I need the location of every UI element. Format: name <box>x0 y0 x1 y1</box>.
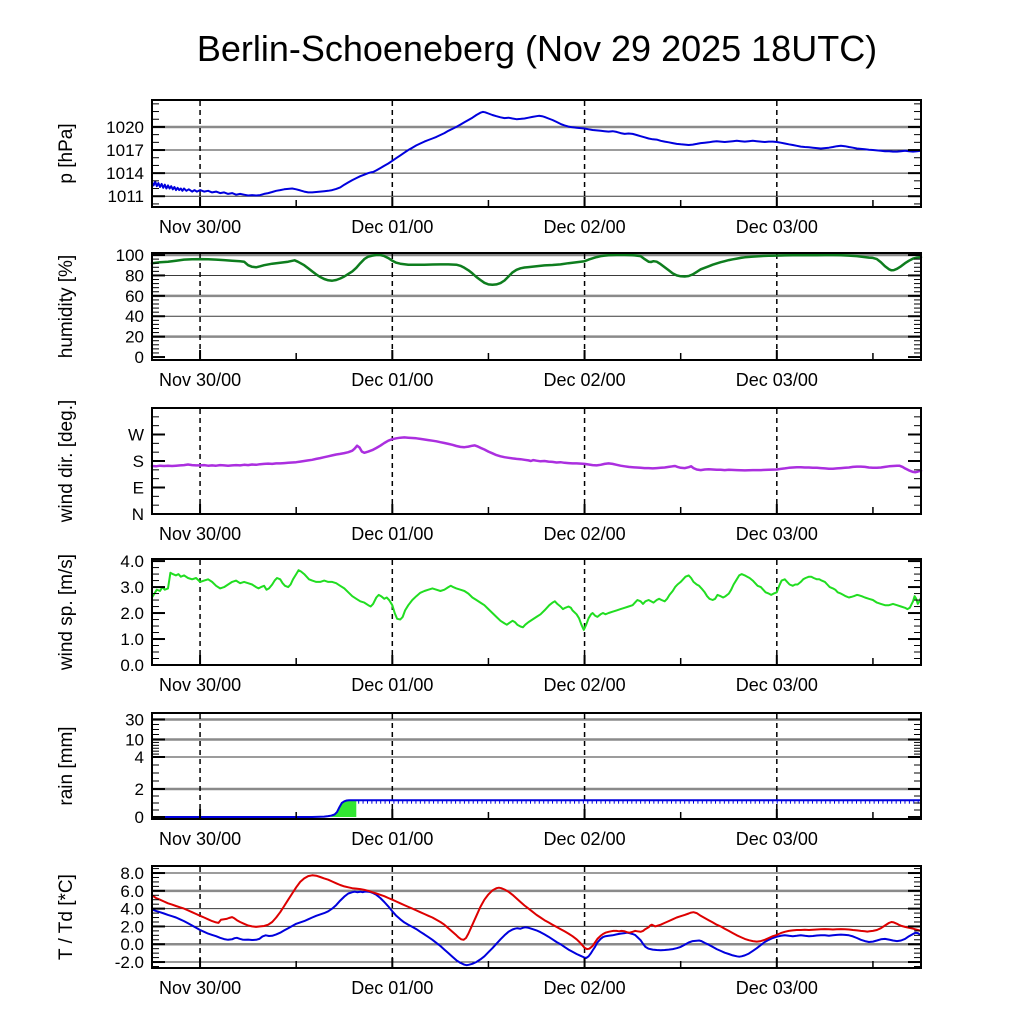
y-tick-label: 2.0 <box>120 604 144 624</box>
y-tick-label: 4.0 <box>120 552 144 572</box>
y-tick-label: 2 <box>134 780 144 800</box>
y-tick-label: 0 <box>134 807 144 827</box>
panel-frame <box>152 253 921 360</box>
y-axis-title: p [hPa] <box>56 123 77 184</box>
rain-series <box>152 800 921 817</box>
x-tick-label: Dec 01/00 <box>351 217 434 237</box>
x-tick-label: Dec 03/00 <box>735 217 818 237</box>
panel-frame <box>152 559 921 665</box>
panel-wind-direction <box>56 400 921 544</box>
panel-temperature <box>56 864 921 998</box>
x-tick-label: Dec 03/00 <box>735 829 818 849</box>
y-axis-title: T / Td [*C] <box>56 874 77 960</box>
panel-frame <box>152 713 921 819</box>
humidity-series <box>152 255 921 285</box>
x-tick-label: Nov 30/00 <box>159 829 242 849</box>
y-tick-label: W <box>127 425 144 445</box>
x-tick-label: Dec 01/00 <box>351 370 434 390</box>
wind-dir-series <box>152 437 921 472</box>
x-tick-label: Dec 01/00 <box>351 829 434 849</box>
x-tick-label: Dec 03/00 <box>735 675 818 695</box>
y-tick-label: 1017 <box>106 141 144 161</box>
y-tick-label: 1011 <box>107 187 144 207</box>
y-tick-label: 3.0 <box>120 578 144 598</box>
y-tick-label: 20 <box>125 327 144 347</box>
panel-wind-speed <box>56 552 921 695</box>
x-tick-label: Nov 30/00 <box>159 217 242 237</box>
chart-title: Berlin-Schoeneberg (Nov 29 2025 18UTC) <box>196 28 878 69</box>
dewpoint-series <box>152 892 921 966</box>
y-tick-label: 0.0 <box>120 656 144 675</box>
x-tick-label: Dec 03/00 <box>735 370 818 390</box>
panel-frame <box>152 866 921 968</box>
x-tick-label: Nov 30/00 <box>159 675 242 695</box>
x-tick-label: Dec 03/00 <box>735 524 818 544</box>
x-tick-label: Dec 02/00 <box>543 829 626 849</box>
y-tick-label: 2.0 <box>120 917 144 937</box>
x-tick-label: Dec 02/00 <box>543 217 626 237</box>
y-tick-label: 30 <box>125 710 144 730</box>
y-tick-label: 100 <box>115 246 144 266</box>
y-axis-title: humidity [%] <box>56 254 77 359</box>
y-tick-label: E <box>132 478 144 498</box>
y-tick-label: 40 <box>125 307 144 327</box>
x-tick-label: Dec 01/00 <box>351 524 434 544</box>
y-tick-label: 4 <box>134 747 144 767</box>
y-tick-label: N <box>131 505 144 524</box>
panel-pressure <box>56 100 921 237</box>
x-tick-label: Dec 02/00 <box>543 524 626 544</box>
y-tick-label: 1020 <box>106 117 144 137</box>
y-tick-label: -2.0 <box>114 953 144 973</box>
x-tick-label: Dec 03/00 <box>735 978 818 998</box>
y-tick-label: 0 <box>134 348 144 368</box>
x-tick-label: Nov 30/00 <box>159 370 242 390</box>
y-tick-label: 6.0 <box>120 881 144 901</box>
y-axis-title: rain [mm] <box>56 726 77 806</box>
y-tick-label: 4.0 <box>120 899 144 919</box>
x-tick-label: Dec 01/00 <box>351 675 434 695</box>
y-tick-label: 8.0 <box>120 864 144 884</box>
pressure-series <box>152 112 921 196</box>
x-tick-label: Nov 30/00 <box>159 524 242 544</box>
y-tick-label: 0.0 <box>120 935 144 955</box>
panel-rain <box>56 710 921 849</box>
x-tick-label: Dec 02/00 <box>543 675 626 695</box>
x-tick-label: Dec 02/00 <box>543 370 626 390</box>
y-tick-label: 80 <box>125 266 144 286</box>
x-tick-label: Dec 01/00 <box>351 978 434 998</box>
y-axis-title: wind sp. [m/s] <box>56 553 77 671</box>
wind-speed-series <box>152 570 921 630</box>
temperature-series <box>152 875 921 949</box>
x-tick-label: Dec 02/00 <box>543 978 626 998</box>
y-tick-label: 60 <box>125 286 144 306</box>
y-tick-label: 1014 <box>106 164 144 184</box>
x-tick-label: Nov 30/00 <box>159 978 242 998</box>
y-axis-title: wind dir. [deg.] <box>56 399 77 523</box>
y-tick-label: S <box>132 452 144 471</box>
panel-humidity <box>56 246 921 390</box>
y-tick-label: 10 <box>125 730 144 750</box>
y-tick-label: 1.0 <box>120 630 144 650</box>
